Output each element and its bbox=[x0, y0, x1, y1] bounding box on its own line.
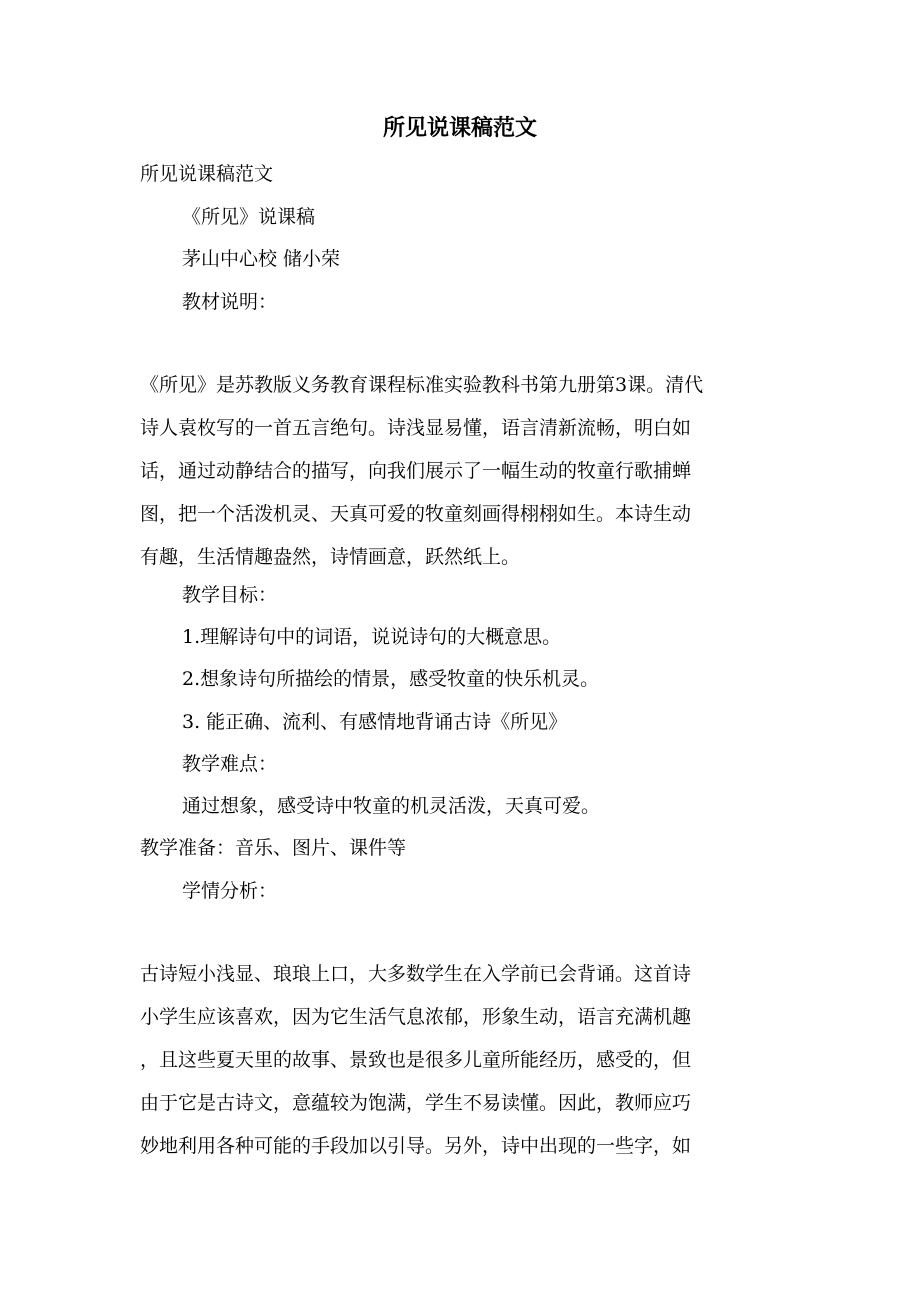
section-material-heading: 教材说明： bbox=[182, 291, 278, 313]
author-line: 茅山中心校 储小荣 bbox=[182, 248, 341, 270]
paragraph-line: 图，把一个活泼机灵、天真可爱的牧童刻画得栩栩如生。本诗生动 bbox=[140, 503, 692, 525]
section-difficulty-heading: 教学难点： bbox=[182, 753, 278, 775]
document-subtitle: 所见说课稿范文 bbox=[140, 163, 274, 185]
paragraph-line: 《所见》是苏教版义务教育课程标准实验教科书第九册第3课。清代 bbox=[140, 374, 704, 396]
lesson-heading: 《所见》说课稿 bbox=[182, 206, 316, 228]
goal-item-2: 2.想象诗句所描绘的情景，感受牧童的快乐机灵。 bbox=[182, 668, 600, 690]
section-goals-heading: 教学目标： bbox=[182, 584, 278, 606]
preparation-line: 教学准备：音乐、图片、课件等 bbox=[140, 837, 407, 859]
analysis-paragraph bbox=[140, 953, 780, 1168]
material-paragraph bbox=[140, 364, 780, 579]
paragraph-line: ，且这些夏天里的故事、景致也是很多儿童所能经历，感受的，但 bbox=[140, 1049, 692, 1071]
goal-item-3: 3. 能正确、流利、有感情地背诵古诗《所见》 bbox=[182, 711, 568, 733]
document-title: 所见说课稿范文 bbox=[382, 115, 537, 141]
goal-item-1: 1.理解诗句中的词语，说说诗句的大概意思。 bbox=[182, 626, 562, 648]
paragraph-line: 话，通过动静结合的描写，向我们展示了一幅生动的牧童行歌捕蝉 bbox=[140, 460, 692, 482]
paragraph-line: 诗人袁枚写的一首五言绝句。诗浅显易懂，语言清新流畅，明白如 bbox=[140, 417, 692, 439]
paragraph-line: 小学生应该喜欢，因为它生活气息浓郁，形象生动，语言充满机趣 bbox=[140, 1006, 692, 1028]
paragraph-line: 古诗短小浅显、琅琅上口，大多数学生在入学前已会背诵。这首诗 bbox=[140, 963, 692, 985]
difficulty-text: 通过想象，感受诗中牧童的机灵活泼，天真可爱。 bbox=[182, 795, 601, 817]
paragraph-line: 有趣，生活情趣盎然，诗情画意，跃然纸上。 bbox=[140, 546, 521, 568]
paragraph-line: 妙地利用各种可能的手段加以引导。另外，诗中出现的一些字，如 bbox=[140, 1135, 692, 1157]
section-analysis-heading: 学情分析： bbox=[182, 880, 278, 902]
paragraph-line: 由于它是古诗文，意蕴较为饱满，学生不易读懂。因此，教师应巧 bbox=[140, 1092, 692, 1114]
